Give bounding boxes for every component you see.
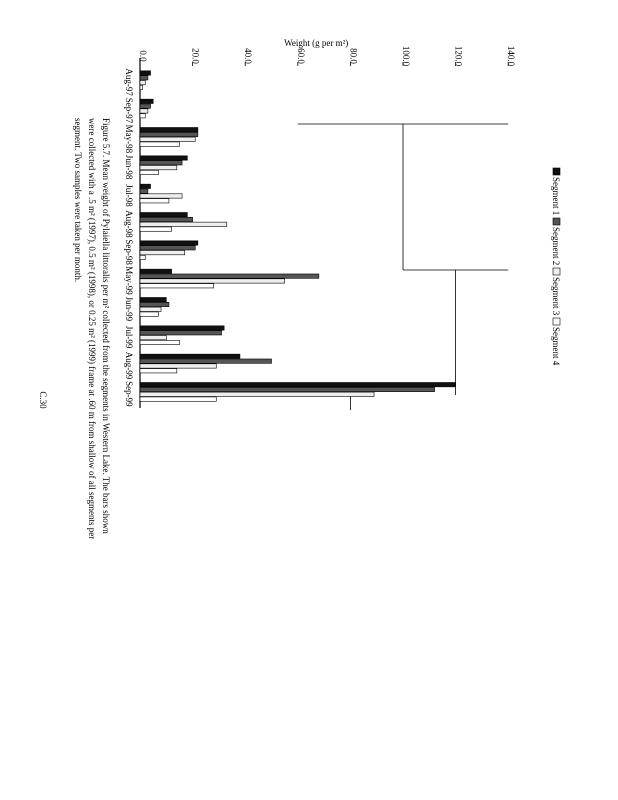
category-label: Jun-99 bbox=[124, 296, 134, 322]
bar bbox=[140, 217, 193, 221]
bar bbox=[140, 364, 216, 368]
legend-label: Segment 4 bbox=[551, 327, 561, 366]
category-label: Sep-98 bbox=[124, 239, 134, 265]
bar bbox=[140, 213, 187, 217]
bar bbox=[140, 246, 195, 250]
bar bbox=[140, 132, 198, 136]
bar bbox=[140, 397, 216, 401]
bar bbox=[140, 104, 151, 108]
bar bbox=[140, 194, 182, 198]
caption-line: were collected with a .5 m² (1997), 0.5 m² (1998), or 0.25 m² (1999) frame at .60 m from shallow of all segments per bbox=[87, 118, 97, 540]
bar bbox=[140, 359, 272, 363]
page-number: C.30 bbox=[38, 391, 48, 409]
bar bbox=[140, 165, 177, 169]
bar bbox=[140, 392, 374, 396]
bar bbox=[140, 340, 179, 344]
bar bbox=[140, 137, 195, 141]
legend-swatch bbox=[553, 168, 560, 175]
x-tick-label: 140.0 bbox=[506, 45, 517, 67]
x-axis-label: Weight (g per m²) bbox=[284, 38, 349, 48]
category-label: Sep-97 bbox=[124, 97, 134, 124]
bar bbox=[140, 279, 285, 283]
bar bbox=[140, 354, 240, 358]
bar bbox=[140, 241, 198, 245]
legend-swatch bbox=[553, 218, 560, 225]
bar bbox=[140, 250, 185, 254]
page-number-layer bbox=[38, 391, 48, 409]
x-tick-label: 80.0 bbox=[348, 48, 359, 64]
bar bbox=[140, 109, 148, 113]
caption-line: Figure 5.7. Mean weight of Pylaiella littoralis per m² collected from the segments in Western Lake. The bars shown bbox=[101, 118, 111, 534]
bar bbox=[140, 312, 158, 316]
bar bbox=[140, 85, 143, 89]
legend-swatch bbox=[553, 318, 560, 325]
bar bbox=[140, 142, 179, 146]
category-label: May-98 bbox=[124, 124, 134, 154]
bar bbox=[140, 114, 145, 118]
category-label: Sep-99 bbox=[124, 381, 134, 407]
legend-label: Segment 3 bbox=[551, 277, 561, 316]
x-tick-label: 20.0 bbox=[190, 48, 201, 64]
bars-layer bbox=[140, 71, 456, 401]
bar bbox=[140, 71, 151, 75]
category-label: Aug-97 bbox=[124, 68, 134, 96]
bar bbox=[140, 161, 182, 165]
bar bbox=[140, 331, 222, 335]
bar bbox=[140, 184, 151, 188]
bar bbox=[140, 269, 172, 273]
bar bbox=[140, 227, 172, 231]
legend-swatch bbox=[553, 268, 560, 275]
x-tick-label: 100.0 bbox=[401, 45, 411, 67]
category-label: Jun-98 bbox=[124, 154, 134, 180]
bar bbox=[140, 128, 198, 132]
bar bbox=[140, 387, 435, 391]
bar bbox=[140, 369, 177, 373]
bar bbox=[140, 298, 166, 302]
bar bbox=[140, 284, 214, 288]
category-label: Jul-99 bbox=[124, 325, 134, 349]
bar bbox=[140, 307, 161, 311]
category-label: Aug-98 bbox=[124, 210, 134, 238]
x-tick-label: 60.0 bbox=[295, 48, 306, 64]
bar bbox=[140, 189, 148, 193]
category-label: Jul-98 bbox=[124, 184, 134, 207]
legend-label: Segment 1 bbox=[551, 177, 561, 216]
bar bbox=[140, 274, 319, 278]
bar bbox=[140, 383, 456, 387]
caption-group bbox=[73, 118, 111, 539]
bar bbox=[140, 335, 166, 339]
legend-group bbox=[551, 168, 561, 366]
bar bbox=[140, 255, 145, 259]
caption-line: segment. Two samples were taken per month. bbox=[73, 118, 83, 283]
bar bbox=[140, 156, 187, 160]
bar bbox=[140, 326, 224, 330]
x-tick-label: 40.0 bbox=[243, 48, 254, 64]
x-tick-label: 120.0 bbox=[453, 45, 464, 67]
bar bbox=[140, 222, 227, 226]
bar bbox=[140, 76, 148, 80]
bar bbox=[140, 80, 145, 84]
bar bbox=[140, 170, 158, 174]
figure-caption bbox=[73, 118, 111, 539]
legend-label: Segment 2 bbox=[551, 227, 561, 266]
bar bbox=[140, 302, 169, 306]
category-label: May-99 bbox=[124, 266, 134, 295]
x-tick-label: 0.0 bbox=[138, 50, 148, 62]
legend bbox=[551, 168, 561, 366]
category-label: Aug-99 bbox=[124, 351, 134, 380]
bar bbox=[140, 199, 169, 203]
bar bbox=[140, 99, 153, 103]
